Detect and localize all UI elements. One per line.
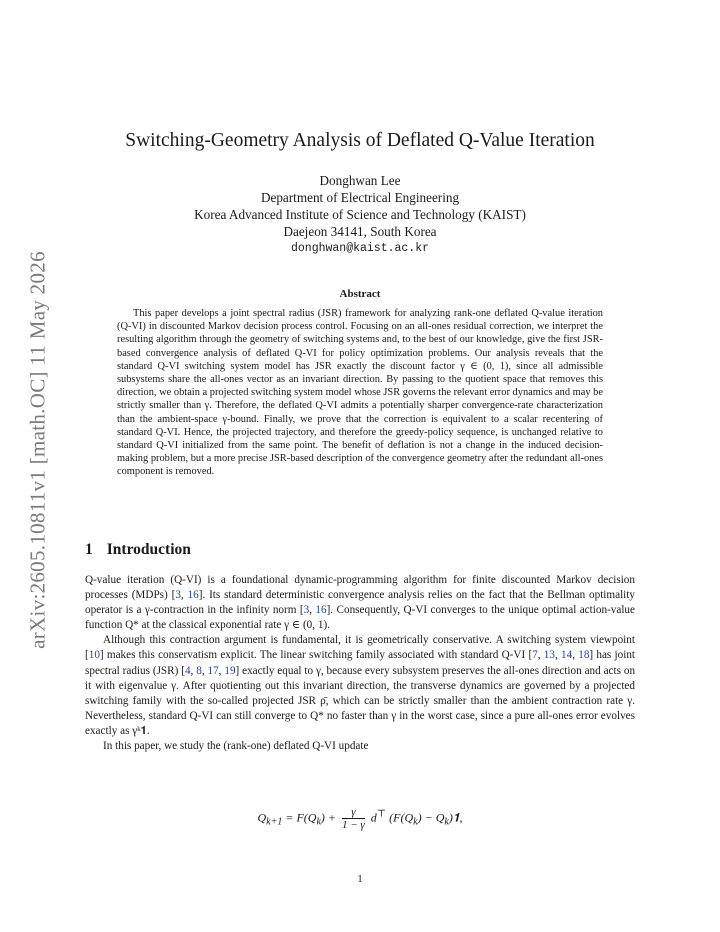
eq-part: = F(Q	[282, 810, 317, 825]
section-title: Introduction	[106, 541, 191, 558]
text-span: ,	[180, 589, 188, 602]
author-address: Daejeon 34141, South Korea	[283, 224, 437, 239]
eq-fraction	[342, 806, 365, 831]
paper-title: Switching-Geometry Analysis of Deflated Q-Value Iteration	[125, 130, 595, 151]
author-block	[0, 172, 720, 257]
citation-link[interactable]: 8	[196, 664, 202, 677]
text-span: ,	[572, 649, 579, 662]
citation-link[interactable]: 7	[532, 649, 538, 662]
citation-link[interactable]: 16	[315, 604, 327, 617]
eq-denominator: 1 − γ	[341, 819, 365, 831]
arxiv-identifier-text: arXiv:2605.10811v1 [math.OC] 11 May 2026	[25, 251, 50, 649]
text-span: ,	[218, 664, 225, 677]
section-heading	[85, 541, 191, 559]
eq-part: ) − Q	[417, 810, 445, 825]
author-department: Department of Electrical Engineering	[260, 190, 460, 205]
citation-link[interactable]: 10	[88, 649, 100, 662]
text-span: ]. Its standard deterministic convergence analysis relies on the fact that the Bellman optimality operator is a γ-contraction in the infinity norm [	[85, 589, 635, 617]
text-span: ] exactly equal to γ, because every subsystem preserves the all-ones direction and acts on it with eigenvalue γ. After quotienting out this invariant direction, the transverse dynamics are governed by a projected switching family with the so-called projected JSR ρ̄, which can be strictly smaller than the ambient contraction rate γ. Nevertheless, standard Q-VI can still converge to Q* no faster than γ in the worst case, since a pure all-ones error evolves exactly as γᵏ𝟏.	[85, 664, 636, 737]
author-email[interactable]: donghwan@kaist.ac.kr	[290, 242, 430, 255]
introduction-body	[85, 573, 635, 754]
text-span: ,	[201, 664, 208, 677]
citation-link[interactable]: 17	[207, 664, 219, 677]
eq-part: k	[444, 816, 449, 828]
citation-link[interactable]: 19	[224, 664, 236, 677]
eq-part: )𝟏,	[448, 810, 463, 825]
paragraph-1	[85, 573, 635, 633]
author-institution: Korea Advanced Institute of Science and Technology (KAIST)	[194, 207, 526, 222]
text-span: ] has joint spectral radius (JSR) [	[85, 649, 636, 677]
eq-numerator: γ	[342, 806, 365, 819]
citation-link[interactable]: 3	[303, 604, 310, 617]
eq-part: (F(Q	[386, 810, 414, 825]
eq-part: Q	[257, 810, 267, 825]
section-number: 1	[85, 541, 93, 558]
citation-link[interactable]: 18	[578, 649, 590, 662]
text-span: ] makes this conservatism explicit. The linear switching family associated with standard Q-VI [	[99, 649, 533, 662]
citation-link[interactable]: 14	[561, 649, 573, 662]
text-span: ,	[537, 649, 544, 662]
citation-link[interactable]: 16	[187, 589, 199, 602]
abstract-text: This paper develops a joint spectral radius (JSR) framework for analyzing rank-one deflated Q-value iteration (Q-VI) in discounted Markov decision process control. Focusing on an all-ones residual correction, we interpret the resulting algorithm through the geometry of switching systems and, to the best of our knowledge, give the first JSR-based convergence analysis of deflated Q-VI for policy optimization problems. Our analysis reveals that the standard Q-VI switching system model has JSR exactly the discount factor γ ∈ (0, 1), since all admissible subsystems share the all-ones vector as an invariant direction. By passing to the quotient space that removes this direction, we obtain a projected switching system model whose JSR governs the relevant error dynamics and may be strictly smaller than γ. Therefore, the deflated Q-VI admits a potentially sharper convergence-rate characterization than the ambient-space γ-bound. Finally, we prove that the correction is equivalent to a scalar recentering of standard Q-VI. Hence, the projected trajectory, and therefore the greedy-policy sequence, is unchanged relative to standard Q-VI initialized from the same point. The benefit of deflation is not a change in the induced decision-making problem, but a more precise JSR-based description of the convergence geometry after the redundant all-ones component is removed.	[117, 308, 603, 478]
text-span: ,	[554, 649, 562, 662]
text-span: ,	[309, 604, 316, 617]
text-span: ]. Consequently, Q-VI converges to the unique optimal action-value function Q* at the classical exponential rate γ ∈ (0, 1).	[85, 604, 635, 632]
eq-part: d	[367, 810, 377, 825]
text-span: ,	[190, 664, 197, 677]
eq-part: ⊤	[376, 808, 387, 820]
page-number: 1	[357, 873, 363, 885]
paragraph-3: In this paper, we study the (rank-one) deflated Q-VI update	[103, 740, 369, 753]
eq-part: k	[316, 816, 321, 828]
citation-link[interactable]: 13	[543, 649, 555, 662]
abstract-heading: Abstract	[339, 288, 381, 300]
text-span: Although this contraction argument is fundamental, it is geometrically conservative. A switching system viewpoint [	[85, 634, 635, 662]
eq-part: k	[413, 816, 418, 828]
citation-link[interactable]: 4	[184, 664, 191, 677]
eq-part: k+1	[266, 816, 283, 828]
eq-part: ) +	[320, 810, 339, 825]
paragraph-2	[85, 633, 635, 739]
citation-link[interactable]: 3	[175, 589, 181, 602]
update-equation	[0, 806, 720, 831]
text-span: Q-value iteration (Q-VI) is a foundational dynamic-programming algorithm for finite discounted Markov decision processes (MDPs) [	[85, 574, 635, 602]
arxiv-identifier	[18, 240, 58, 660]
author-name: Donghwan Lee	[319, 173, 401, 188]
